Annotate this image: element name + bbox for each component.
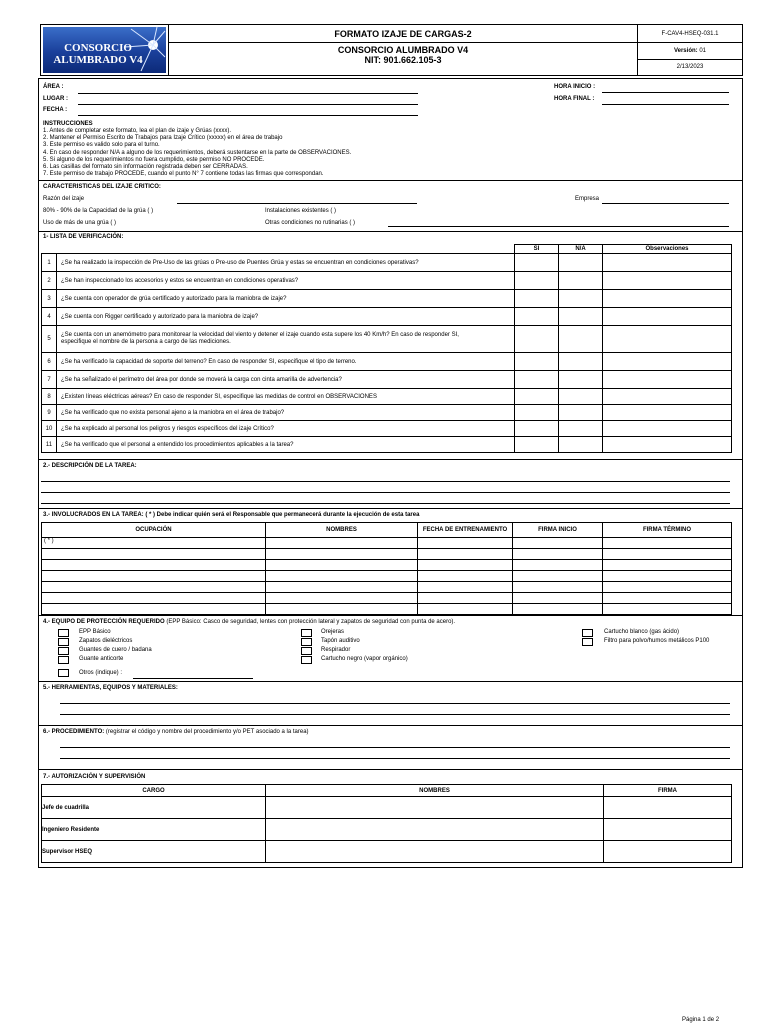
na-cell[interactable] <box>559 290 603 308</box>
si-cell[interactable] <box>515 290 559 308</box>
instruction-item: 7. Este permiso de trabajo PROCEDE, cuando el punto N° 7 contiene todas las firmas que correspondan. <box>43 171 324 178</box>
epp-label: Cartucho negro (vapor orgánico) <box>321 656 408 662</box>
obs-cell[interactable] <box>603 308 732 326</box>
cell[interactable] <box>513 560 603 571</box>
cargo-cell: Jefe de cuadrilla <box>42 797 266 819</box>
col-firma-termino: FIRMA TÉRMINO <box>603 523 732 538</box>
obs-cell[interactable] <box>603 353 732 371</box>
divider <box>38 508 743 509</box>
epp-label: Orejeras <box>321 629 345 635</box>
personnel-table <box>41 522 732 615</box>
na-cell[interactable] <box>559 389 603 405</box>
na-cell[interactable] <box>559 371 603 389</box>
form-code: F-CAV4-HSEQ-031.1 <box>661 31 719 37</box>
col-na: N/A <box>559 245 603 254</box>
fecha-label: FECHA : <box>43 107 68 113</box>
obs-cell[interactable] <box>603 405 732 421</box>
respirador-checkbox[interactable] <box>301 647 312 655</box>
obs-cell[interactable] <box>603 254 732 272</box>
table-row <box>42 254 732 272</box>
cell[interactable] <box>418 571 513 582</box>
cell[interactable] <box>603 604 732 615</box>
orejeras-checkbox[interactable] <box>301 629 312 637</box>
epp-label: Cartucho blanco (gas ácido) <box>604 629 680 635</box>
obs-cell[interactable] <box>603 290 732 308</box>
question: ¿Se ha verificado la capacidad de soporte del terreno? En caso de responder SI, especifique el tipo de terreno. <box>57 353 515 371</box>
epp-label: Respirador <box>321 647 351 653</box>
si-cell[interactable] <box>515 326 559 353</box>
area-field[interactable] <box>78 93 418 94</box>
table-row <box>42 421 732 437</box>
task-description-line[interactable] <box>41 503 730 504</box>
cell[interactable] <box>418 560 513 571</box>
cell[interactable] <box>418 593 513 604</box>
otros-checkbox[interactable] <box>58 669 69 677</box>
form-date: 2/13/2023 <box>676 64 704 70</box>
question: ¿Se ha señalizado el perímetro del área por donde se moverá la carga con cinta amarilla de advertencia? <box>57 371 515 389</box>
otras-option[interactable]: Otras condiciones no rutinarias ( ) <box>265 220 356 226</box>
otros-field[interactable] <box>133 678 253 679</box>
version-value: 01 <box>699 48 707 54</box>
cartucho-negro-checkbox[interactable] <box>301 656 312 664</box>
cell[interactable] <box>603 549 732 560</box>
question: ¿Se han inspeccionado los accesorios y estos se encuentran en condiciones operativas? <box>57 272 515 290</box>
cell[interactable] <box>513 571 603 582</box>
cell[interactable] <box>42 549 266 560</box>
epp-label: Tapón auditivo <box>321 638 360 644</box>
divider <box>38 180 743 181</box>
cell[interactable] <box>513 538 603 549</box>
table-row <box>42 290 732 308</box>
row-number: 1 <box>42 254 57 272</box>
blank-cell <box>42 245 57 254</box>
col-firma-inicio: FIRMA INICIO <box>513 523 603 538</box>
section3-title: 3.- INVOLUCRADOS EN LA TAREA: ( * ) Debe indicar quién será el Responsable que permanecerá durante la ejecución de esta tarea <box>43 512 420 518</box>
section5-title: 5.- HERRAMIENTAS, EQUIPOS Y MATERIALES: <box>43 685 178 691</box>
table-row <box>42 582 732 593</box>
hora-inicio-label: HORA INICIO : <box>554 84 596 90</box>
si-cell[interactable] <box>515 272 559 290</box>
hora-inicio-field[interactable] <box>602 92 729 93</box>
col-firma: FIRMA <box>604 785 732 797</box>
na-cell[interactable] <box>559 353 603 371</box>
capacidad-option[interactable]: 80% - 90% de la Capacidad de la grúa ( ) <box>43 208 154 214</box>
critical-title: CARACTERISTICAS DEL IZAJE CRITICO: <box>43 184 161 190</box>
divider <box>38 725 743 726</box>
cell[interactable] <box>266 560 418 571</box>
table-row <box>42 437 732 453</box>
cell[interactable] <box>42 560 266 571</box>
otros-label: Otros (indique) : <box>79 670 123 676</box>
col-cargo: CARGO <box>42 785 266 797</box>
na-cell[interactable] <box>559 326 603 353</box>
row-number: 9 <box>42 405 57 421</box>
main-frame <box>38 78 743 868</box>
nombre-cell[interactable] <box>266 819 604 841</box>
section4-title-bold: 4.- EQUIPO DE PROTECCIÓN REQUERIDO <box>43 619 165 625</box>
instructions-title: INSTRUCCIONES <box>43 121 93 127</box>
col-fecha-entrenamiento: FECHA DE ENTRENAMIENTO <box>418 523 513 538</box>
question: ¿Se ha explicado al personal los peligros y riesgos específicos del izaje Crítico? <box>57 421 515 437</box>
instructions-list <box>43 128 351 178</box>
section2-title: 2.- DESCRIPCIÓN DE LA TAREA: <box>43 463 137 469</box>
cell[interactable] <box>266 571 418 582</box>
cell[interactable] <box>603 560 732 571</box>
na-cell[interactable] <box>559 272 603 290</box>
table-row <box>42 538 732 549</box>
checklist-table <box>41 244 732 453</box>
cell[interactable] <box>266 538 418 549</box>
firma-cell[interactable] <box>604 841 732 863</box>
hora-final-field[interactable] <box>602 104 729 105</box>
logo-text-2: ALUMBRADO V4 <box>53 54 143 66</box>
section6-title-bold: 6.- PROCEDIMIENTO: <box>43 729 105 735</box>
table-row <box>42 604 732 615</box>
razon-field[interactable] <box>177 203 417 204</box>
table-row <box>42 797 732 819</box>
header-table <box>40 24 743 76</box>
cell[interactable] <box>266 593 418 604</box>
question: ¿Se ha realizado la inspección de Pre-Uso de las grúas o Pre-uso de Puentes Grúa y estas se encuentran en condiciones operativas? <box>57 254 515 272</box>
obs-cell[interactable] <box>603 437 732 453</box>
instruction-item: 1. Antes de completar este formato, lea el plan de izaje y Grúas (xxxx). <box>43 128 232 134</box>
col-si: SI <box>515 245 559 254</box>
company-nit: NIT: 901.662.105-3 <box>364 55 442 65</box>
table-row <box>42 560 732 571</box>
fecha-field[interactable] <box>78 115 418 116</box>
section7-title: 7.- AUTORIZACIÓN Y SUPERVISIÓN <box>43 774 146 780</box>
table-row <box>42 272 732 290</box>
col-nombres: NOMBRES <box>266 523 418 538</box>
col-nombres: NOMBRES <box>266 785 604 797</box>
cell[interactable] <box>603 582 732 593</box>
instruction-item: 5. Si alguno de los requerimientos no fuera cumplido, este permiso NO PROCEDE. <box>43 156 265 163</box>
row-number: 4 <box>42 308 57 326</box>
row-number: 2 <box>42 272 57 290</box>
si-cell[interactable] <box>515 389 559 405</box>
cell[interactable] <box>603 538 732 549</box>
table-row <box>42 593 732 604</box>
version <box>637 48 743 54</box>
row-number: 8 <box>42 389 57 405</box>
divider <box>38 459 743 460</box>
table-row <box>42 405 732 421</box>
task-description-line[interactable] <box>41 481 730 482</box>
task-description-line[interactable] <box>41 492 730 493</box>
si-cell[interactable] <box>515 371 559 389</box>
page-number: Página 1 de 2 <box>682 1017 720 1023</box>
na-cell[interactable] <box>559 308 603 326</box>
section6-title <box>43 729 309 735</box>
cell[interactable] <box>42 604 266 615</box>
cell[interactable] <box>603 571 732 582</box>
section6-title-rest: (registrar el código y nombre del procedimiento y/o PET asociado a la tarea) <box>104 729 309 735</box>
table-row <box>42 549 732 560</box>
lugar-label: LUGAR : <box>43 96 68 102</box>
table-row <box>42 326 732 353</box>
empresa-label: Empresa <box>575 196 600 202</box>
divider <box>38 769 743 770</box>
obs-cell[interactable] <box>603 272 732 290</box>
epp-label: Guante anticorte <box>79 656 124 662</box>
instruction-item: 2. Mantener el Permiso Escrito de Trabajos para Izaje Crítico (xxxxx) en el área de trabajo <box>43 135 283 142</box>
divider <box>38 681 743 682</box>
question: ¿Se cuenta con Rigger certificado y autorizado para la maniobra de izaje? <box>57 308 515 326</box>
epp-label: Guantes de cuero / badana <box>79 647 152 653</box>
table-row <box>42 353 732 371</box>
divider <box>38 615 743 616</box>
logo <box>43 27 166 73</box>
logo-text-1: CONSORCIO <box>64 42 132 54</box>
nombre-cell[interactable] <box>266 841 604 863</box>
row-number: 11 <box>42 437 57 453</box>
tapon-checkbox[interactable] <box>301 638 312 646</box>
question: ¿Se cuenta con operador de grúa certificado y autorizado para la maniobra de izaje? <box>57 290 515 308</box>
si-cell[interactable] <box>515 353 559 371</box>
cell[interactable] <box>603 593 732 604</box>
si-cell[interactable] <box>515 421 559 437</box>
razon-label: Razón del izaje <box>43 196 85 202</box>
firma-cell[interactable] <box>604 797 732 819</box>
row-number: 5 <box>42 326 57 353</box>
question: ¿Se ha verificado que no exista personal ajeno a la maniobra en el área de trabajo? <box>57 405 515 421</box>
section4-title <box>43 619 455 625</box>
cell[interactable] <box>418 549 513 560</box>
cell[interactable] <box>42 593 266 604</box>
epp-basico-checkbox[interactable] <box>58 629 69 637</box>
responsible-marker[interactable]: ( * ) <box>42 538 266 549</box>
si-cell[interactable] <box>515 405 559 421</box>
si-cell[interactable] <box>515 437 559 453</box>
blank-cell <box>57 245 515 254</box>
question: ¿Existen líneas eléctricas aéreas? En caso de responder SI, especifique las medidas de control en OBSERVACIONES <box>57 389 515 405</box>
cell[interactable] <box>42 571 266 582</box>
firma-cell[interactable] <box>604 819 732 841</box>
form-title: FORMATO IZAJE DE CARGAS-2 <box>334 29 472 39</box>
section4-title-rest: (EPP Básico: Casco de seguridad, lentes con protección lateral y zapatos de seguridad con punta de acero). <box>164 619 456 625</box>
table-row <box>42 819 732 841</box>
lugar-field[interactable] <box>78 104 418 105</box>
table-row <box>42 371 732 389</box>
cell[interactable] <box>266 604 418 615</box>
procedure-line[interactable] <box>60 758 730 759</box>
cargo-cell: Ingeniero Residente <box>42 819 266 841</box>
version-label: Versión: <box>673 48 698 54</box>
cell[interactable] <box>513 549 603 560</box>
na-cell[interactable] <box>559 421 603 437</box>
tools-line[interactable] <box>60 703 730 704</box>
na-cell[interactable] <box>559 254 603 272</box>
checklist-title: 1- LISTA DE VERIFICACIÓN: <box>43 234 124 240</box>
epp-label: Filtro para polvo/humos metálicos P100 <box>604 638 710 644</box>
cell[interactable] <box>418 604 513 615</box>
cell[interactable] <box>42 582 266 593</box>
instalaciones-option[interactable]: Instalaciones existentes ( ) <box>265 208 337 214</box>
uso-grua-option[interactable]: Uso de más de una grúa ( ) <box>43 220 117 226</box>
obs-cell[interactable] <box>603 421 732 437</box>
row-number: 7 <box>42 371 57 389</box>
guantes-cuero-checkbox[interactable] <box>58 647 69 655</box>
company-name: CONSORCIO ALUMBRADO V4 <box>337 45 469 55</box>
instruction-item: 4. En caso de responder N/A a alguno de los requerimientos, deberá sustentarse en la parte de OBSERVACIONES. <box>43 149 352 156</box>
instruction-item: 3. Este permiso es valido solo para el turno. <box>43 142 160 149</box>
cell[interactable] <box>266 549 418 560</box>
table-row <box>42 389 732 405</box>
question: ¿Se cuenta con un anemómetro para monitorear la velocidad del viento y detener el izaje cuando esta supere los 40 Km/h? En caso de responder SI, especifique el nombre de la persona a cargo de las mediciones. <box>57 326 515 353</box>
procedure-line[interactable] <box>60 747 730 748</box>
row-number: 3 <box>42 290 57 308</box>
row-number: 10 <box>42 421 57 437</box>
empresa-field[interactable] <box>602 203 729 204</box>
col-ocupacion: OCUPACIÓN <box>42 523 266 538</box>
filtro-checkbox[interactable] <box>582 638 593 646</box>
cargo-cell: Supervisor HSEQ <box>42 841 266 863</box>
area-label: ÁREA : <box>43 84 64 90</box>
table-row <box>42 841 732 863</box>
tools-line[interactable] <box>60 714 730 715</box>
hora-final-label: HORA FINAL : <box>554 96 595 102</box>
question: ¿Se ha verificado que el personal a entendido los procedimientos aplicables a la tarea? <box>57 437 515 453</box>
cell[interactable] <box>418 582 513 593</box>
cell[interactable] <box>513 593 603 604</box>
cell[interactable] <box>266 582 418 593</box>
si-cell[interactable] <box>515 308 559 326</box>
obs-cell[interactable] <box>603 326 732 353</box>
guante-anticorte-checkbox[interactable] <box>58 656 69 664</box>
cell[interactable] <box>513 604 603 615</box>
si-cell[interactable] <box>515 254 559 272</box>
col-obs: Observaciones <box>603 245 732 254</box>
cell[interactable] <box>513 582 603 593</box>
table-row <box>42 308 732 326</box>
cartucho-blanco-checkbox[interactable] <box>582 629 593 637</box>
obs-cell[interactable] <box>603 371 732 389</box>
epp-label: Zapatos dieléctricos <box>79 638 133 644</box>
instruction-item: 6. Las casillas del formato sin información registrada deben ser CERRADAS. <box>43 164 248 171</box>
row-number: 6 <box>42 353 57 371</box>
table-row <box>42 571 732 582</box>
na-cell[interactable] <box>559 405 603 421</box>
nombre-cell[interactable] <box>266 797 604 819</box>
authorization-table <box>41 784 732 863</box>
otras-field[interactable] <box>388 226 729 227</box>
na-cell[interactable] <box>559 437 603 453</box>
cell[interactable] <box>418 538 513 549</box>
zapatos-checkbox[interactable] <box>58 638 69 646</box>
epp-label: EPP Básico <box>79 629 111 635</box>
divider <box>38 231 743 232</box>
obs-cell[interactable] <box>603 389 732 405</box>
